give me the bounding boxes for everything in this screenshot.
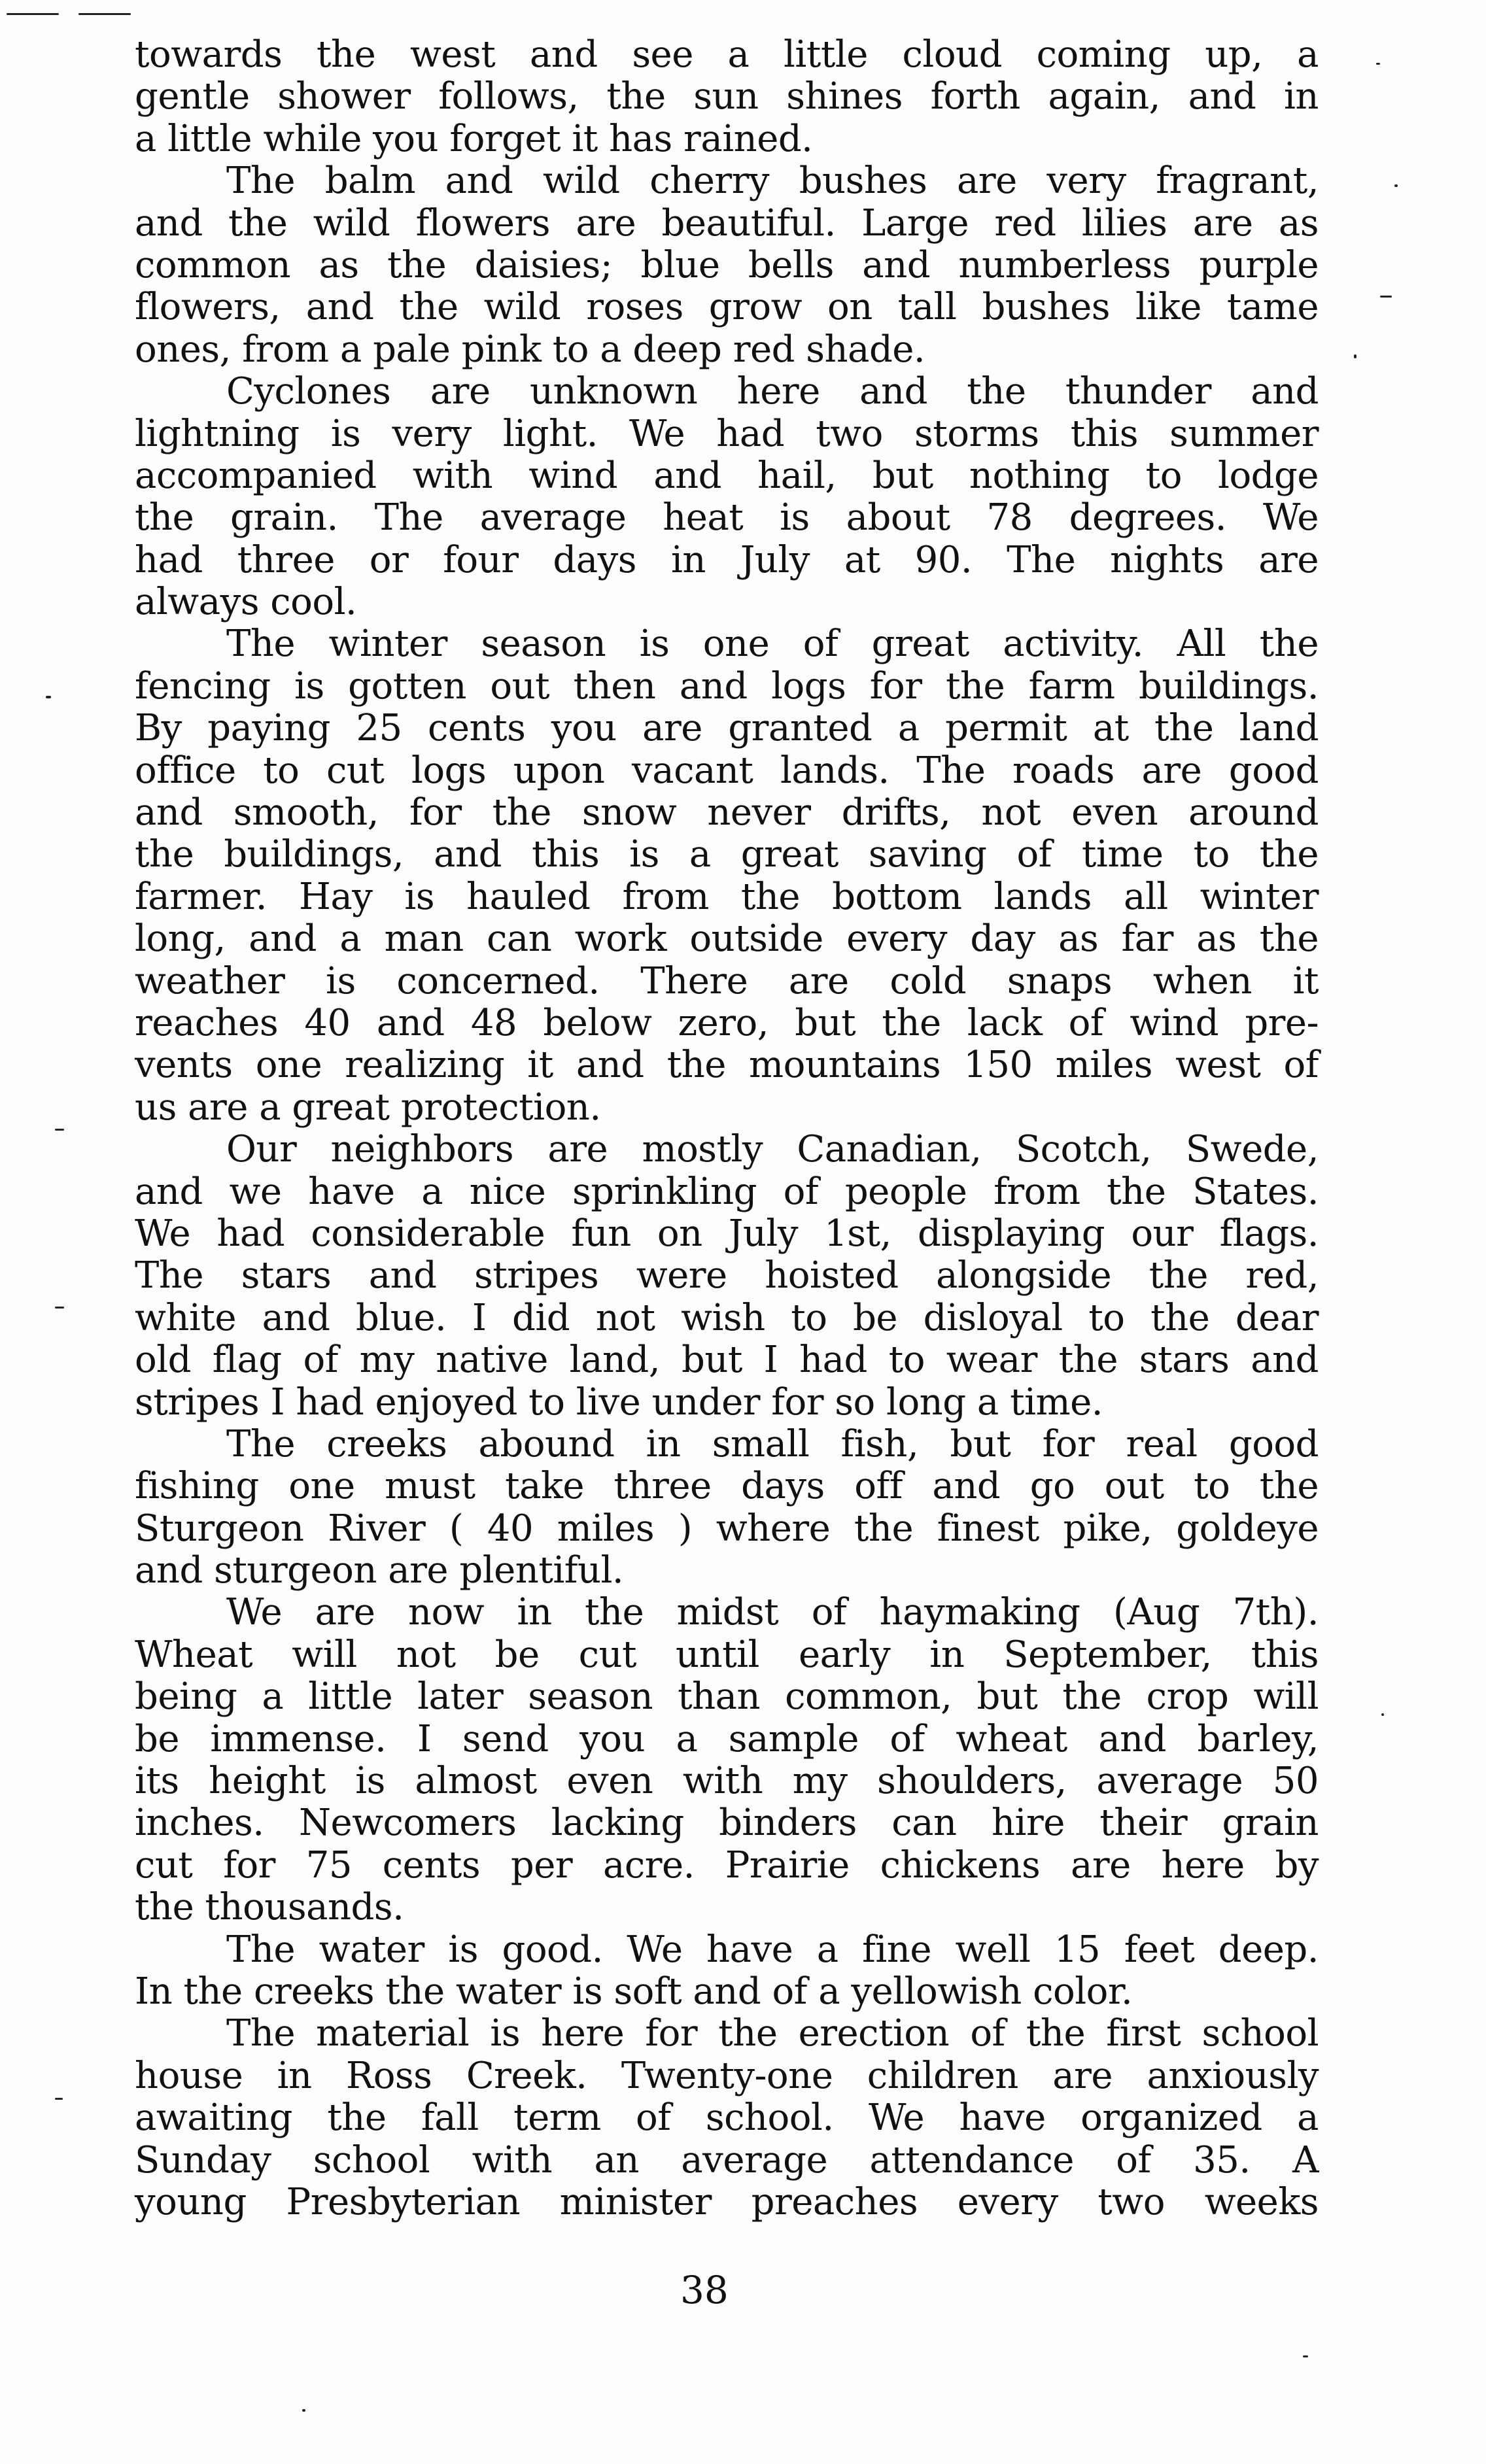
text-line: the buildings, and this is a great saving of time to the bbox=[135, 833, 1319, 876]
text-line: The material is here for the erection of the first school bbox=[226, 2012, 1319, 2055]
text-line: long, and a man can work outside every day as far as the bbox=[135, 917, 1319, 961]
text-line: The creeks abound in small fish, but for real good bbox=[226, 1422, 1319, 1465]
text-line: awaiting the fall term of school. We have organized a bbox=[135, 2096, 1319, 2140]
text-line: Wheat will not be cut until early in September, this bbox=[135, 1633, 1319, 1676]
text-line: Sunday school with an average attendance of 35. A bbox=[135, 2138, 1319, 2182]
text-line: the grain. The average heat is about 78 degrees. We bbox=[135, 496, 1319, 539]
text-line: always cool. bbox=[135, 581, 357, 624]
text-line: house in Ross Creek. Twenty-one children are anxiously bbox=[135, 2054, 1319, 2097]
text-line: Our neighbors are mostly Canadian, Scotch, Swede, bbox=[226, 1128, 1319, 1171]
text-line: a little while you forget it has rained. bbox=[135, 117, 813, 160]
text-line: reaches 40 and 48 below zero, but the lack of wind pre- bbox=[135, 1001, 1319, 1044]
text-line: We are now in the midst of haymaking (Aug 7th). bbox=[226, 1591, 1319, 1634]
text-line: The winter season is one of great activity. All the bbox=[226, 623, 1319, 666]
text-line: gentle shower follows, the sun shines forth again, and in bbox=[135, 75, 1319, 118]
scan-speck bbox=[78, 13, 131, 15]
text-line: accompanied with wind and hail, but nothing to lodge bbox=[135, 454, 1319, 497]
text-line: farmer. Hay is hauled from the bottom lands all winter bbox=[135, 875, 1319, 918]
text-line: and sturgeon are plentiful. bbox=[135, 1549, 624, 1592]
scan-speck bbox=[7, 13, 59, 15]
text-line: being a little later season than common, but the crop will bbox=[135, 1675, 1319, 1719]
text-line: ones, from a pale pink to a deep red shade. bbox=[135, 328, 925, 371]
text-line: office to cut logs upon vacant lands. The roads are good bbox=[135, 749, 1319, 792]
text-line: The water is good. We have a fine well 15 feet deep. bbox=[226, 1928, 1319, 1971]
scan-speck bbox=[55, 1129, 64, 1131]
text-line: By paying 25 cents you are granted a permit at the land bbox=[135, 707, 1319, 750]
page-number: 38 bbox=[680, 2268, 729, 2312]
text-line: and smooth, for the snow never drifts, not even around bbox=[135, 791, 1319, 834]
text-line: lightning is very light. We had two storms this summer bbox=[135, 412, 1319, 455]
text-line: had three or four days in July at 90. The nights are bbox=[135, 538, 1319, 581]
scan-speck bbox=[1381, 1713, 1384, 1716]
text-line: vents one realizing it and the mountains 150 miles west of bbox=[135, 1044, 1319, 1087]
scan-speck bbox=[1394, 184, 1398, 187]
scan-speck bbox=[1376, 63, 1380, 65]
text-line: and we have a nice sprinkling of people from the States. bbox=[135, 1170, 1319, 1213]
text-line: the thousands. bbox=[135, 1886, 404, 1929]
scan-speck bbox=[55, 2098, 63, 2100]
text-line: fencing is gotten out then and logs for the farm buildings. bbox=[135, 664, 1319, 708]
body-text bbox=[135, 34, 1319, 2223]
text-line: common as the daisies; blue bells and numberless purple bbox=[135, 243, 1319, 286]
scan-speck bbox=[46, 696, 51, 698]
text-line: white and blue. I did not wish to be disloyal to the dear bbox=[135, 1296, 1319, 1339]
text-line: Cyclones are unknown here and the thunder and bbox=[226, 370, 1319, 413]
text-line: In the creeks the water is soft and of a yellowish color. bbox=[135, 1970, 1133, 2013]
scan-speck bbox=[302, 2409, 305, 2412]
text-line: towards the west and see a little cloud coming up, a bbox=[135, 33, 1319, 76]
scan-speck bbox=[55, 1307, 64, 1309]
scan-speck bbox=[1380, 296, 1392, 298]
scan-speck bbox=[1354, 354, 1356, 358]
text-line: stripes I had enjoyed to live under for so long a time. bbox=[135, 1380, 1103, 1424]
scan-speck bbox=[1303, 2355, 1308, 2357]
text-line: The stars and stripes were hoisted alongside the red, bbox=[135, 1254, 1319, 1297]
text-line: inches. Newcomers lacking binders can hire their grain bbox=[135, 1802, 1319, 1845]
text-line: weather is concerned. There are cold snaps when it bbox=[135, 959, 1319, 1002]
text-line: cut for 75 cents per acre. Prairie chickens are here by bbox=[135, 1843, 1319, 1887]
text-line: The balm and wild cherry bushes are very fragrant, bbox=[226, 160, 1319, 203]
text-line: us are a great protection. bbox=[135, 1086, 601, 1129]
text-line: old flag of my native land, but I had to wear the stars and bbox=[135, 1339, 1319, 1382]
text-line: Sturgeon River ( 40 miles ) where the finest pike, goldeye bbox=[135, 1507, 1319, 1550]
text-line: its height is almost even with my shoulders, average 50 bbox=[135, 1760, 1319, 1803]
text-line: be immense. I send you a sample of wheat and barley, bbox=[135, 1717, 1319, 1760]
text-line: flowers, and the wild roses grow on tall bushes like tame bbox=[135, 286, 1319, 329]
text-line: young Presbyterian minister preaches every two weeks bbox=[135, 2180, 1319, 2223]
text-line: and the wild flowers are beautiful. Large red lilies are as bbox=[135, 201, 1319, 245]
text-line: We had considerable fun on July 1st, displaying our flags. bbox=[135, 1212, 1319, 1255]
text-line: fishing one must take three days off and go out to the bbox=[135, 1465, 1319, 1508]
